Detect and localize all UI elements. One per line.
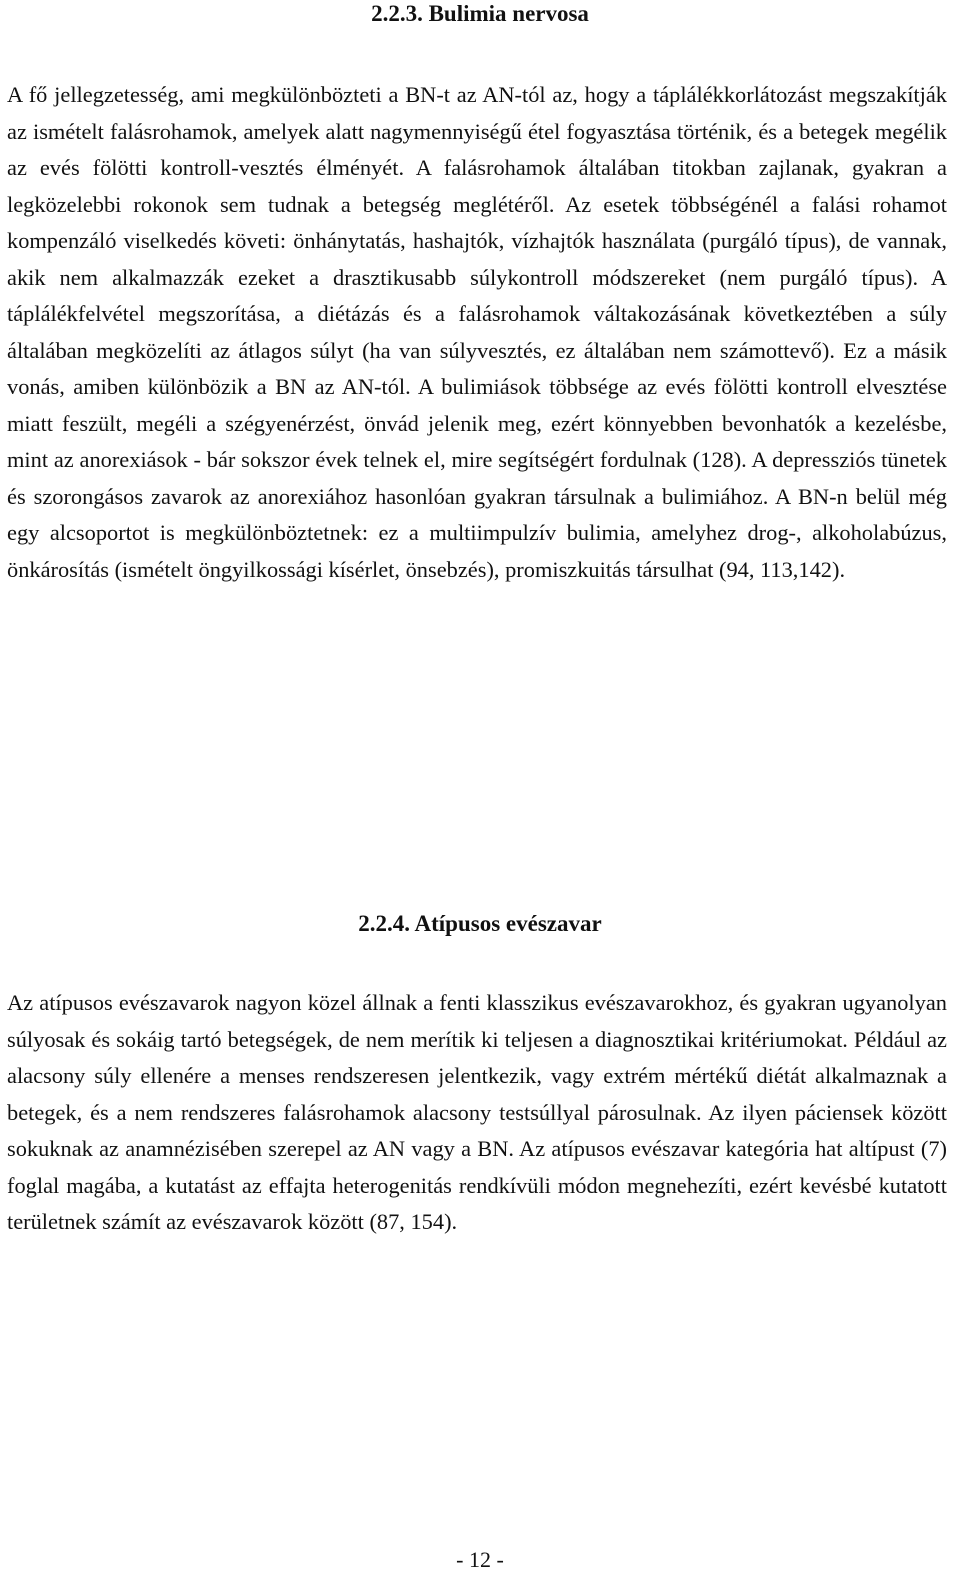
- page-number: - 12 -: [456, 1547, 504, 1572]
- section-heading-atypical-eating-disorder: 2.2.4. Atípusos evészavar: [358, 911, 602, 936]
- section-heading-bulimia-nervosa: 2.2.3. Bulimia nervosa: [371, 1, 589, 26]
- section-paragraph-bulimia-nervosa: A fő jellegzetesség, ami megkülönbözteti a BN-t az AN-tól az, hogy a táplálékkorlátozást megszakítják az ismételt falásrohamok, amelyek alatt nagymennyiségű étel fogyasztása történik, és a betegek megélik az evés fölötti kontroll-vesztés élményét. A falásrohamok általában titokban zajlanak, gyakran a legközelebbi rokonok sem tudnak a betegség meglétéről. Az esetek többségénél a falási rohamot kompenzáló viselkedés követi: önhánytatás, hashajtók, vízhajtók használata (purgáló típus), de vannak, akik nem alkalmazzák ezeket a drasztikusabb súlykontroll módszereket (nem purgáló típus). A táplálékfelvétel megszorítása, a diétázás és a falásrohamok váltakozásának következtében a súly általában megközelíti az átlagos súlyt (ha van súlyvesztés, ez általában nem számottevő). Ez a másik vonás, amiben különbözik a BN az AN-tól. A bulimiások többsége az evés fölötti kontroll elvesztése miatt feszült, megéli a szégyenérzést, önvád jelenik meg, ezért könnyebben bevonhatók a kezelésbe, mint az anorexiások - bár sokszor évek telnek el, mire segítségért fordulnak (128). A depressziós tünetek és szorongásos zavarok az anorexiához hasonlóan gyakran társulnak a bulimiához. A BN-n belül még egy alcsoportot is megkülönböztetnek: ez a multiimpulzív bulimia, amelyhez drog-, alkoholabúzus, önkárosítás (ismételt öngyilkossági kísérlet, önsebzés), promiszkuitás társulhat (94, 113,142).: [7, 82, 947, 582]
- section-paragraph-atypical-eating-disorder: Az atípusos evészavarok nagyon közel állnak a fenti klasszikus evészavarokhoz, és gyakran ugyanolyan súlyosak és sokáig tartó betegségek, de nem merítik ki teljesen a diagnosztikai kritériumokat. Például az alacsony súly ellenére a menses rendszeresen jelentkezik, vagy extrém mértékű diétát alkalmaznak a betegek, és a nem rendszeres falásrohamok alacsony testsúllyal párosulnak. Az ilyen páciensek között sokuknak az anamnézisében szerepel az AN vagy a BN. Az atípusos evészavar kategória hat altípust (7) foglal magába, a kutatást az effajta heterogenitás rendkívüli módon megnehezíti, ezért kevésbé kutatott területnek számít az evészavarok között (87, 154).: [7, 990, 947, 1234]
